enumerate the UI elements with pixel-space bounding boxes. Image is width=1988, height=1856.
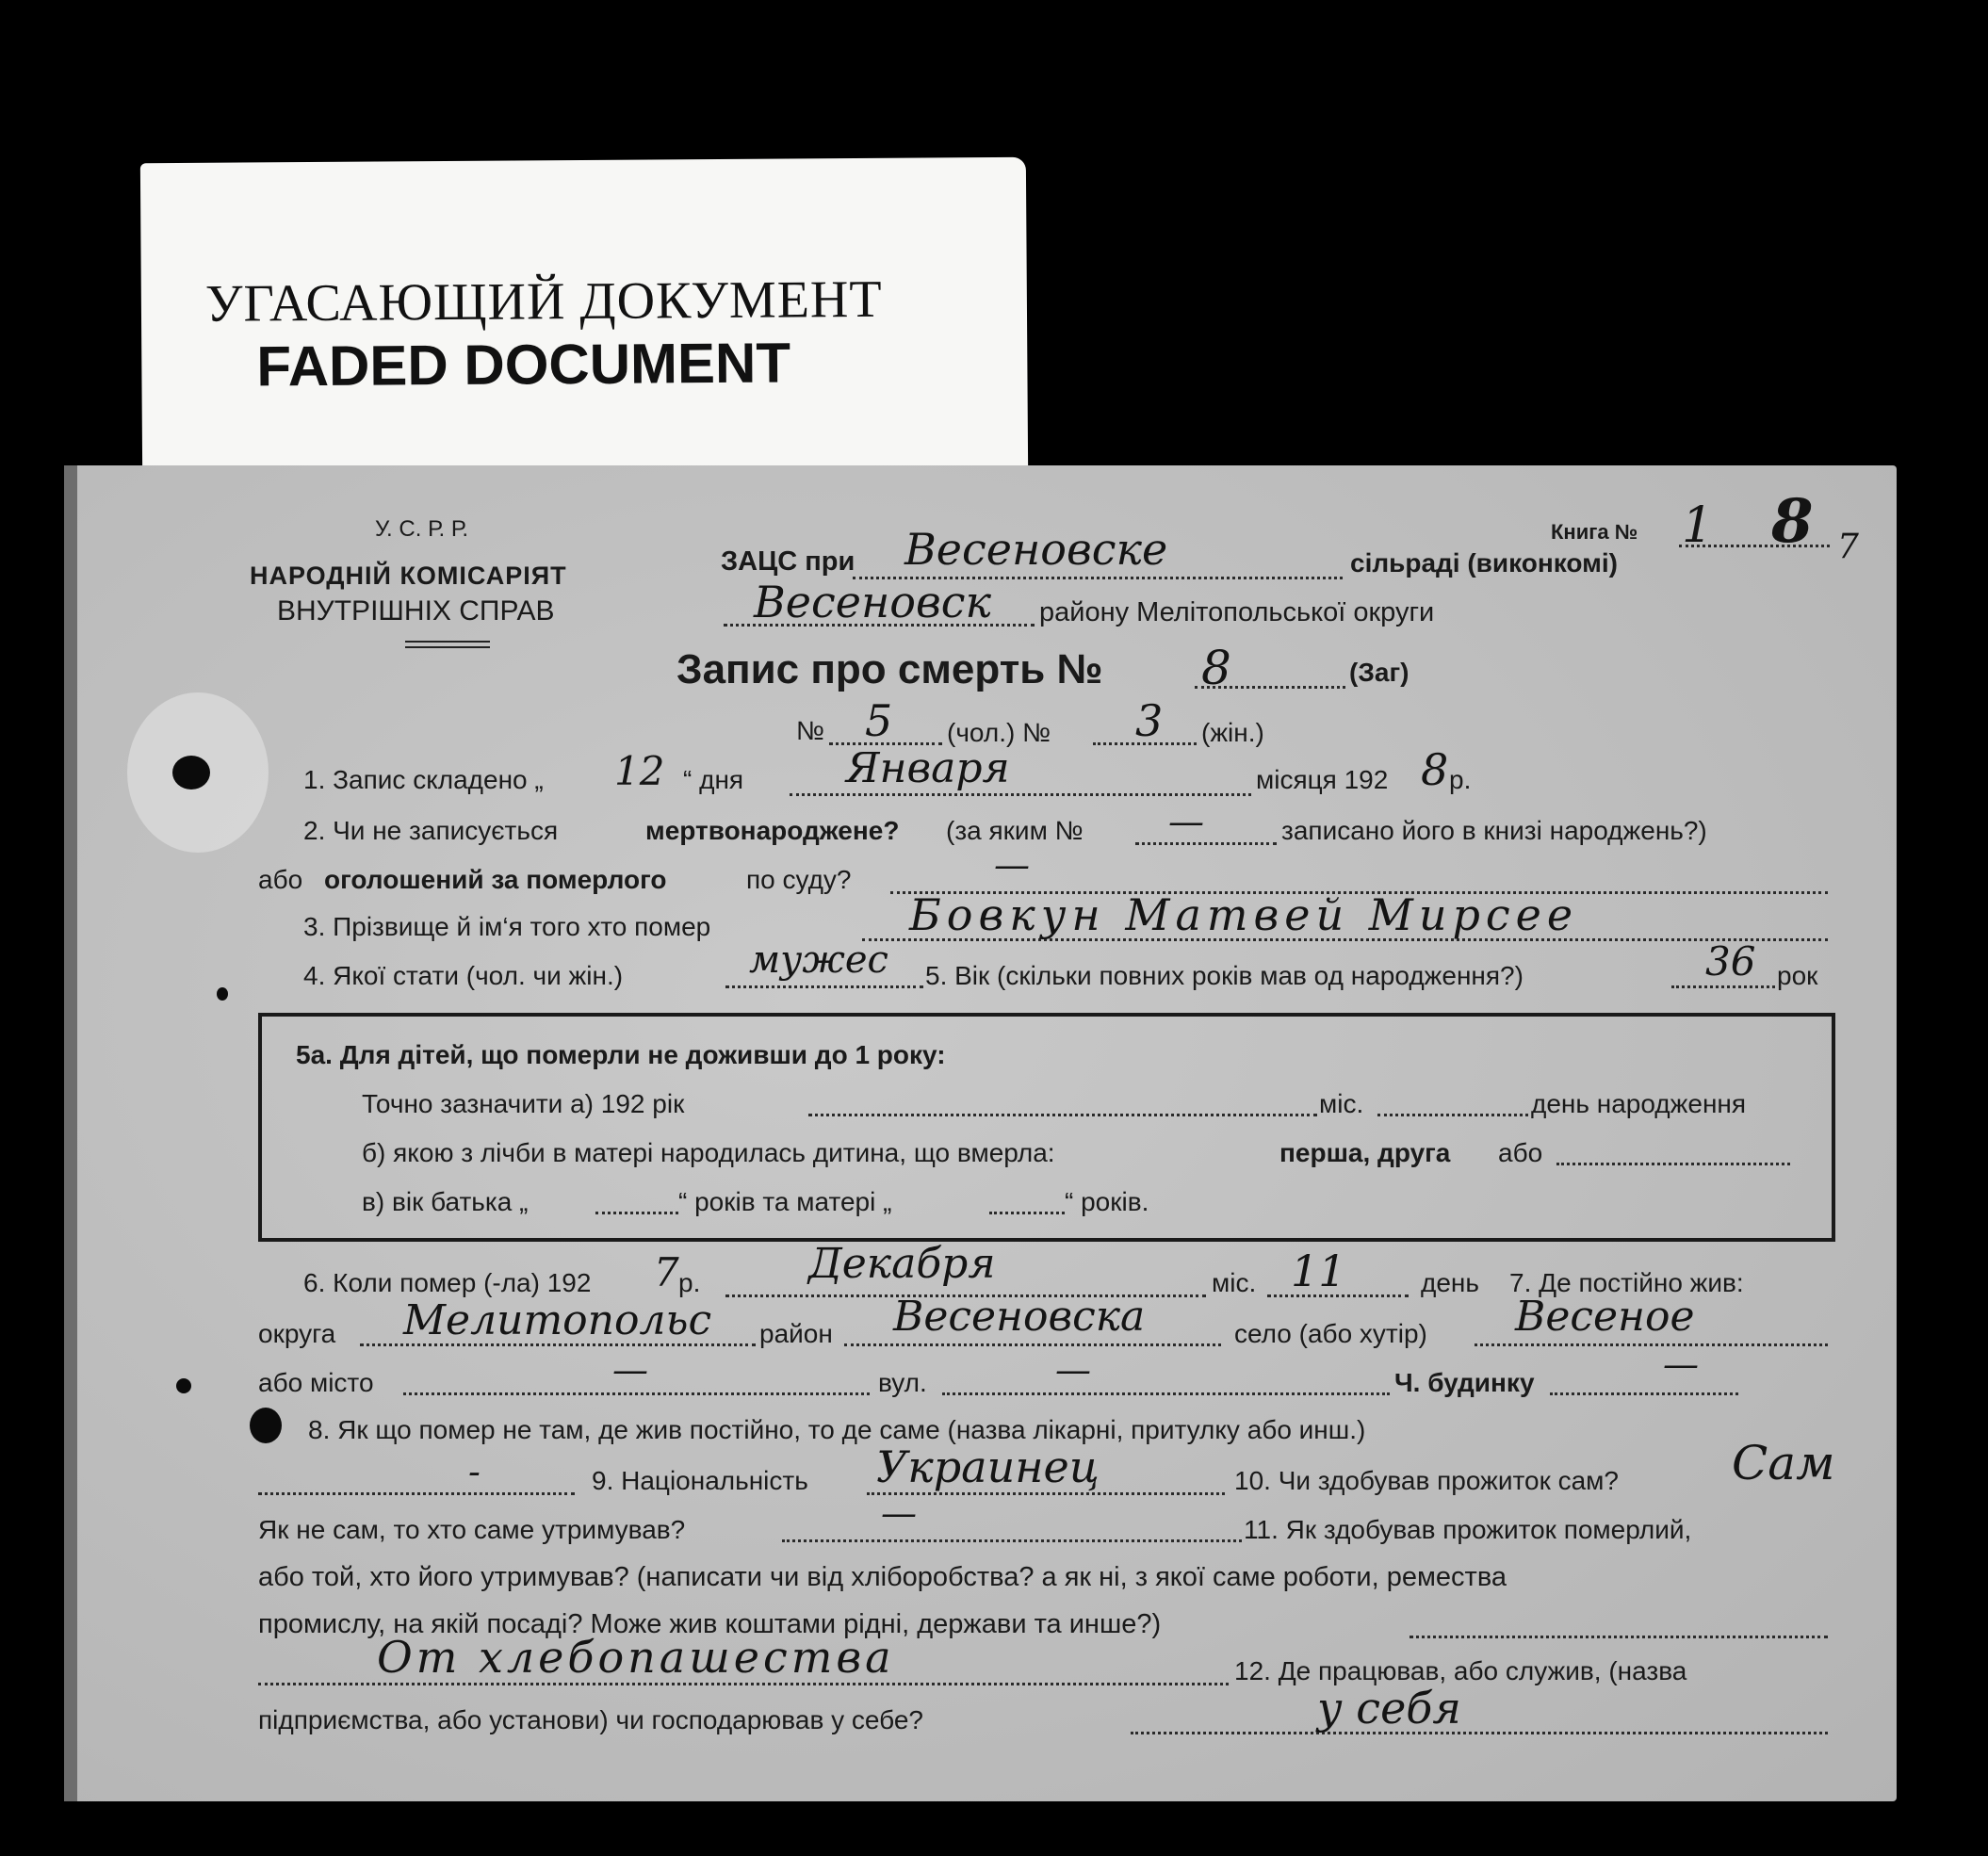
field-7-bud: — — [1663, 1343, 1699, 1385]
field-10b-label: Як не сам, то хто саме утримував? — [258, 1515, 686, 1544]
district-label: району Мелітопольської округи — [1039, 597, 1435, 627]
field-1-year: 8 — [1421, 744, 1449, 795]
field-7-rayon: Весеновска — [893, 1293, 1146, 1341]
field-12-label-b: підприємства, або установи) чи господарював у себе? — [258, 1705, 924, 1734]
field-2-number-line — [1135, 842, 1277, 845]
field-1-year-suffix: р. — [1449, 765, 1472, 794]
field-11-value: От хлебопашества — [377, 1632, 895, 1683]
infant-b-or: або — [1498, 1138, 1543, 1167]
binding-edge — [64, 465, 77, 1801]
field-8-label: 8. Як що помер не там, де жив постійно, то де саме (назва лікарні, притулку або инш.) — [308, 1415, 1366, 1444]
field-2-label-g: по суду? — [746, 865, 852, 894]
field-7-selo-line — [1475, 1343, 1828, 1346]
field-4-value: мужес — [749, 938, 888, 982]
field-2-value: — — [1168, 801, 1204, 842]
infant-a-month-line — [1377, 1114, 1528, 1116]
field-2-label-c: (за яким № — [946, 816, 1084, 845]
record-number: 8 — [1201, 641, 1231, 695]
male-number: 5 — [865, 695, 893, 746]
field-2-label-f: оголошений за померлого — [324, 865, 667, 894]
zags-value: Весеновске — [904, 524, 1168, 575]
field-5-value: 36 — [1705, 938, 1756, 985]
field-5-label: 5. Вік (скільки повних років мав од народження?) — [925, 961, 1524, 990]
field-10b-value: — — [881, 1492, 917, 1534]
field-7-vul-label: вул. — [878, 1368, 927, 1397]
field-3-label: 3. Прізвище й ім‘я того хто помер — [303, 912, 711, 941]
field-1-label: 1. Запис складено „ — [303, 765, 544, 794]
field-2-label-e: або — [258, 865, 303, 894]
male-label: (чол.) № — [947, 718, 1051, 747]
republic-label: У. С. Р. Р. — [375, 516, 469, 542]
field-1-month-label: місяця 192 — [1256, 765, 1389, 794]
field-7-selo: Весеное — [1515, 1293, 1695, 1341]
field-2-label-b: мертвонароджене? — [645, 816, 900, 845]
field-11-label-b: або той, хто його утримував? (написати чи від хліборобства? а як ні, з якої саме роботи, ремества — [258, 1562, 1507, 1592]
infant-c-mother: “ років та матері „ — [678, 1187, 892, 1216]
internal-affairs-label: ВНУТРІШНІХ СПРАВ — [277, 595, 555, 627]
zags-label: ЗАЦС при — [721, 546, 855, 577]
field-12-line — [1131, 1732, 1828, 1734]
header-rule — [405, 641, 490, 648]
field-2-value-2: — — [994, 844, 1030, 886]
field-1-day: 12 — [614, 748, 665, 794]
infant-a-month: міс. — [1319, 1089, 1364, 1118]
field-1-month: Января — [846, 744, 1010, 792]
field-7-rayon-line — [844, 1343, 1221, 1346]
field-7-misto: — — [612, 1349, 648, 1391]
punch-hole — [250, 1408, 282, 1443]
field-4-line — [725, 985, 923, 988]
infant-b-label: б) якою з лічби в матері народилась дитина, що вмерла: — [362, 1138, 1055, 1167]
field-5-suffix: рок — [1777, 961, 1818, 990]
infant-a-label: Точно зазначити а) 192 рік — [362, 1089, 685, 1118]
record-suffix: (Заг) — [1349, 658, 1410, 687]
field-10b-line — [782, 1539, 1242, 1542]
field-7-vul-line — [942, 1392, 1390, 1395]
field-6-month-label: міс. — [1212, 1268, 1257, 1297]
field-6-day-label: день — [1421, 1268, 1479, 1297]
tag-russian-text: УГАСАЮЩИЙ ДОКУМЕНТ — [204, 269, 883, 334]
field-6-label: 6. Коли помер (-ла) 192 — [303, 1268, 592, 1297]
book-number-1: 1 — [1682, 497, 1714, 554]
field-4-label: 4. Якої стати (чол. чи жін.) — [303, 961, 624, 990]
field-7-rayon-label: район — [759, 1319, 833, 1348]
field-1-month-line — [790, 793, 1251, 796]
infant-section-title: 5а. Для дітей, що померли не доживши до 1 року: — [296, 1040, 946, 1069]
infant-c-father: в) вік батька „ — [362, 1187, 529, 1216]
faded-document-tag — [140, 157, 1028, 475]
district-value: Весеновск — [754, 577, 992, 627]
field-5-line — [1671, 985, 1775, 988]
field-8-value: - — [468, 1451, 481, 1492]
infant-c-father-line — [595, 1212, 678, 1214]
field-9-line — [867, 1492, 1225, 1495]
field-7-okruga-label: округа — [258, 1319, 336, 1348]
infant-a-line — [808, 1114, 1317, 1116]
book-number-2: 8 — [1771, 486, 1814, 557]
field-3-value: Бовкун Матвей Мирсее — [909, 889, 1579, 940]
number-label: № — [796, 716, 825, 745]
field-6-day: 11 — [1291, 1245, 1346, 1296]
commissariat-label: НАРОДНІЙ КОМІСАРІЯТ — [250, 562, 567, 590]
council-label: сільраді (виконкомі) — [1350, 548, 1618, 578]
field-6-year-suffix: р. — [678, 1268, 701, 1297]
field-6-month: Декабря — [808, 1240, 996, 1288]
field-6-year: 7 — [654, 1249, 679, 1295]
punch-hole — [176, 1378, 191, 1393]
infant-b-bold: перша, друга — [1279, 1138, 1451, 1167]
field-7-misto-label: або місто — [258, 1368, 374, 1397]
field-1-day-label: “ дня — [683, 765, 744, 794]
field-11-value-line — [258, 1683, 1229, 1685]
field-9-label: 9. Національність — [592, 1466, 808, 1495]
female-label: (жін.) — [1201, 718, 1264, 747]
field-10-label: 10. Чи здобував прожиток сам? — [1234, 1466, 1619, 1495]
infant-a-day: день народження — [1531, 1089, 1747, 1118]
field-2-label-d: записано його в книзі народжень?) — [1281, 816, 1707, 845]
field-8-line — [258, 1492, 575, 1495]
punch-hole — [217, 987, 228, 1001]
field-11-label-a: 11. Як здобував прожиток померлий, — [1244, 1515, 1692, 1544]
field-10-value: Сам — [1732, 1436, 1835, 1490]
field-2-label-a: 2. Чи не записується — [303, 816, 559, 845]
field-7-bud-label: Ч. будинку — [1394, 1368, 1535, 1397]
field-7-bud-line — [1550, 1392, 1738, 1395]
record-title: Запис про смерть № — [676, 646, 1103, 692]
field-11-line — [1410, 1636, 1828, 1638]
tag-english-text: FADED DOCUMENT — [256, 331, 791, 399]
book-label: Книга № — [1551, 520, 1638, 544]
infant-c-end: “ років. — [1065, 1187, 1149, 1216]
field-12-label-a: 12. Де працював, або служив, (назва — [1234, 1656, 1687, 1685]
infant-c-mother-line — [989, 1212, 1065, 1214]
field-9-value: Украинец — [876, 1441, 1100, 1492]
infant-b-line — [1556, 1163, 1790, 1165]
punch-hole — [172, 756, 210, 790]
field-7-misto-line — [403, 1392, 870, 1395]
book-number-3: 7 — [1837, 528, 1859, 566]
field-7-selo-label: село (або хутір) — [1234, 1319, 1427, 1348]
field-11-label-c: промислу, на якій посаді? Може жив коштами рідні, держави та инше?) — [258, 1609, 1162, 1639]
field-7-vul: — — [1055, 1349, 1091, 1391]
field-7-label: 7. Де постійно жив: — [1509, 1268, 1744, 1297]
field-7-okruga: Мелитопольс — [403, 1296, 712, 1344]
female-number: 3 — [1135, 695, 1164, 746]
field-12-value: у себя — [1317, 1683, 1461, 1734]
